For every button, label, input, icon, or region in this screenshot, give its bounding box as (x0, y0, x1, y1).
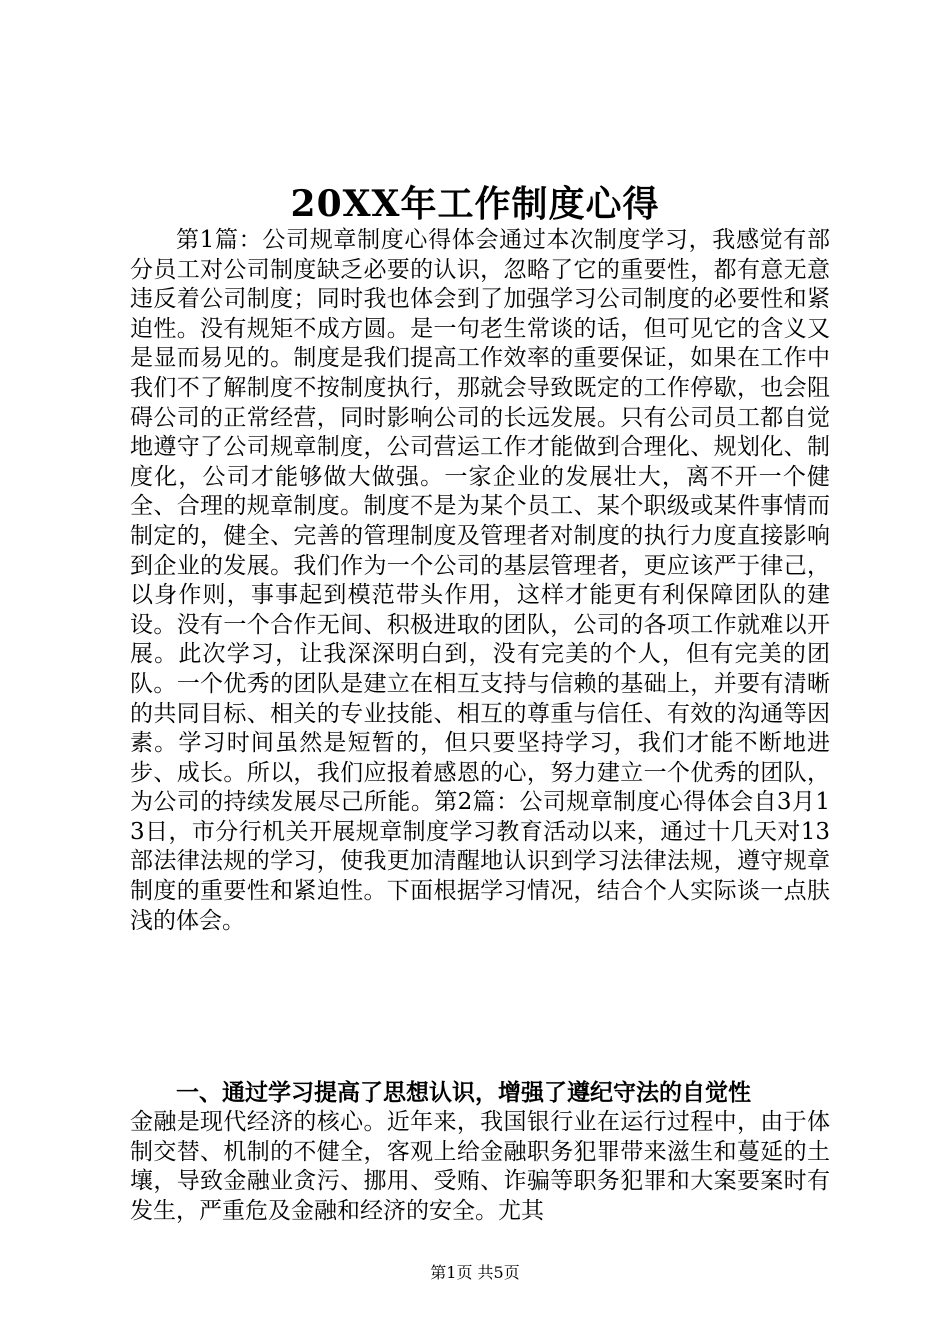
body-paragraph-1: 第1篇：公司规章制度心得体会通过本次制度学习，我感觉有部分员工对公司制度缺乏必要的认识，忽略了它的重要性，都有意无意违反着公司制度；同时我也体会到了加强学习公司制度的必要性和紧迫性。没有规矩不成方圆。是一句老生常谈的话，但可见它的含义又是显而易见的。制度是我们提高工作效率的重要保证，如果在工作中我们不了解制度不按制度执行，那就会导致既定的工作停歇，也会阻碍公司的正常经营，同时影响公司的长远发展。只有公司员工都自觉地遵守了公司规章制度，公司营运工作才能做到合理化、规划化、制度化，公司才能够做大做强。一家企业的发展壮大，离不开一个健全、合理的规章制度。制度不是为某个员工、某个职级或某件事情而制定的，健全、完善的管理制度及管理者对制度的执行力度直接影响到企业的发展。我们作为一个公司的基层管理者，更应该严于律己，以身作则，事事起到模范带头作用，这样才能更有利保障团队的建设。没有一个合作无间、积极进取的团队，公司的各项工作就难以开展。此次学习，让我深深明白到，没有完美的个人，但有完美的团队。一个优秀的团队是建立在相互支持与信赖的基础上，并要有清晰的共同目标、相关的专业技能、相互的尊重与信任、有效的沟通等因素。学习时间虽然是短暂的，但只要坚持学习，我们才能不断地进步、成长。所以，我们应报着感恩的心，努力建立一个优秀的团队，为公司的持续发展尽己所能。第2篇：公司规章制度心得体会自3月13日，市分行机关开展规章制度学习教育活动以来，通过十几天对13部法律法规的学习，使我更加清醒地认识到学习法律法规，遵守规章制度的重要性和紧迫性。下面根据学习情况，结合个人实际谈一点肤浅的体会。 (130, 227, 830, 934)
document-title: 20XX年工作制度心得 (290, 183, 660, 225)
page-footer: 第1页 共5页 (430, 1263, 520, 1282)
body-paragraph-2: 金融是现代经济的核心。近年来，我国银行业在运行过程中，由于体制交替、机制的不健全，客观上给金融职务犯罪带来滋生和蔓延的土壤，导致金融业贪污、挪用、受贿、诈骗等职务犯罪和大案要案时有发生，严重危及金融和经济的安全。尤其 (130, 1109, 830, 1224)
section-heading-1: 一、通过学习提高了思想认识，增强了遵纪守法的自觉性 (176, 1079, 751, 1106)
